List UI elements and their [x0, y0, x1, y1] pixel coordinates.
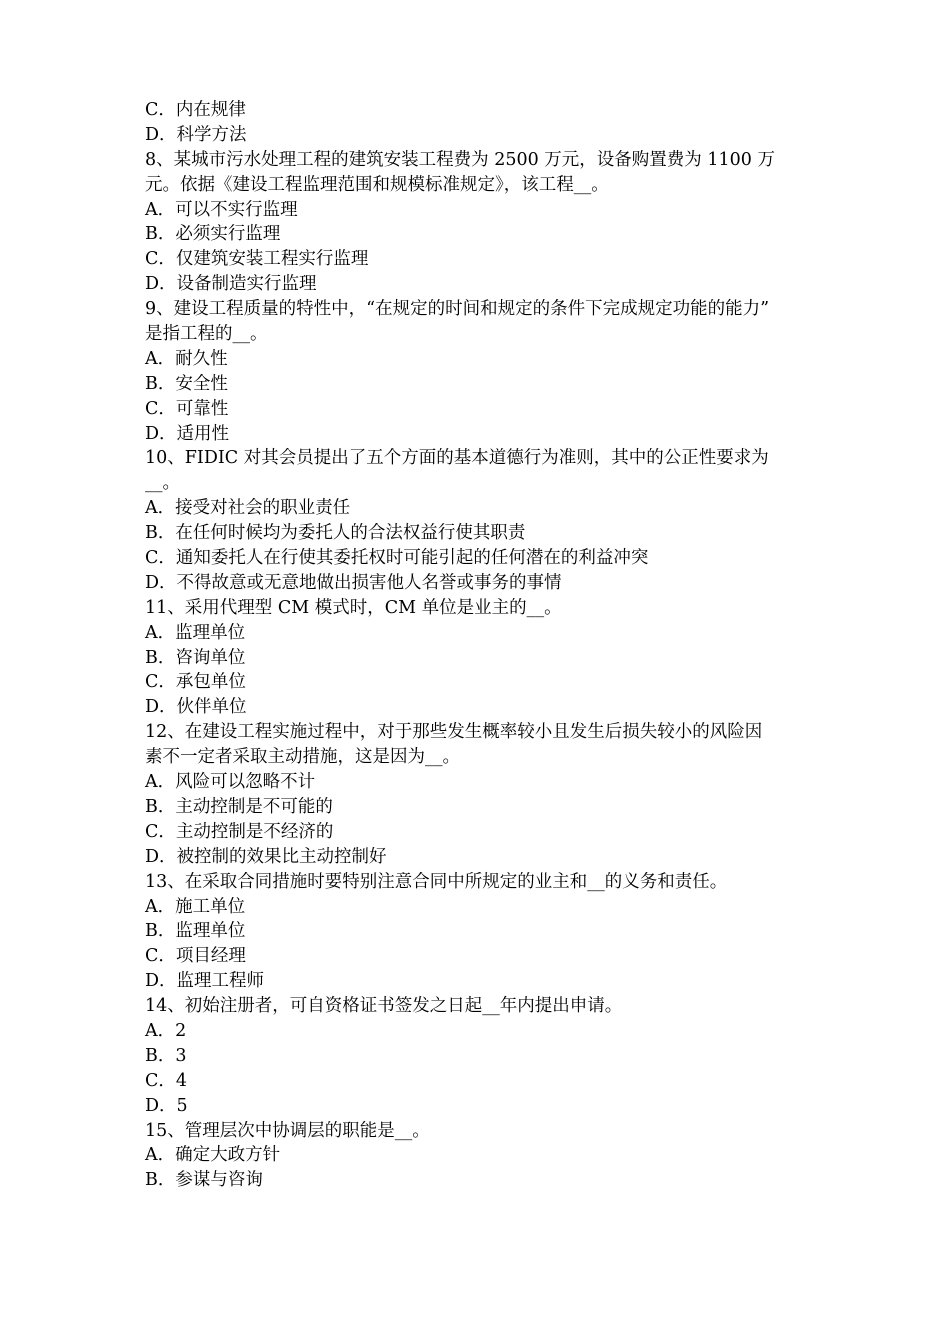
option-b: B．主动控制是不可能的 [145, 796, 333, 817]
question-9 [145, 297, 810, 446]
option-d: D．不得故意或无意地做出损害他人名誉或事务的事情 [145, 572, 562, 593]
question-text-line: 素不一定者采取主动措施，这是因为__。 [145, 747, 460, 768]
question-text-line: 13、在采取合同措施时要特别注意合同中所规定的业主和__的义务和责任。 [145, 871, 728, 892]
option-c: C．4 [145, 1070, 188, 1091]
question-text-line: 15、管理层次中协调层的职能是__。 [145, 1120, 430, 1141]
option-a: A．2 [145, 1020, 187, 1041]
option-c: C．内在规律 [145, 100, 246, 120]
question-text-line: 元。依据《建设工程监理范围和规模标准规定》，该工程__。 [145, 174, 609, 195]
option-b: B．必须实行监理 [145, 224, 281, 245]
option-d: D．监理工程师 [145, 971, 265, 992]
question-12 [145, 720, 810, 869]
question-14 [145, 994, 810, 1118]
option-c: C．主动控制是不经济的 [145, 821, 334, 842]
option-d: D．科学方法 [145, 124, 247, 145]
option-a: A．风险可以忽略不计 [145, 772, 316, 793]
question-15 [145, 1119, 810, 1194]
question-text-line: 是指工程的__。 [145, 324, 268, 345]
question-text-line: 12、在建设工程实施过程中，对于那些发生概率较小且发生后损失较小的风险因 [145, 722, 763, 743]
option-b: B．3 [145, 1045, 187, 1066]
option-c: C．项目经理 [145, 946, 246, 967]
option-a: A．耐久性 [145, 348, 228, 369]
option-c: C．承包单位 [145, 672, 246, 693]
option-b: B．监理单位 [145, 921, 246, 942]
option-b: B．在任何时候均为委托人的合法权益行使其职责 [145, 523, 526, 544]
option-b: B．安全性 [145, 373, 228, 394]
carryover-options [145, 98, 810, 148]
option-a: A．施工单位 [145, 896, 246, 917]
option-b: B．参谋与咨询 [145, 1170, 263, 1191]
question-text-line: 11、采用代理型 CM 模式时，CM 单位是业主的__。 [145, 597, 562, 618]
question-text-line: __。 [145, 473, 180, 494]
option-c: C．仅建筑安装工程实行监理 [145, 249, 369, 270]
question-13 [145, 870, 810, 994]
question-text-line: 14、初始注册者，可自资格证书签发之日起__年内提出申请。 [145, 996, 623, 1017]
option-d: D．适用性 [145, 423, 230, 444]
option-d: D．设备制造实行监理 [145, 274, 317, 295]
question-10 [145, 446, 810, 595]
option-a: A．可以不实行监理 [145, 199, 298, 220]
option-d: D．5 [145, 1095, 188, 1116]
question-text-line: 9、建设工程质量的特性中，“在规定的时间和规定的条件下完成规定功能的能力” [145, 299, 770, 320]
document-page [145, 98, 810, 1193]
option-b: B．咨询单位 [145, 647, 246, 668]
option-d: D．被控制的效果比主动控制好 [145, 846, 387, 867]
option-a: A．监理单位 [145, 622, 246, 643]
option-a: A．确定大政方针 [145, 1145, 281, 1166]
option-d: D．伙伴单位 [145, 697, 247, 718]
question-text-line: 8、某城市污水处理工程的建筑安装工程费为 2500 万元，设备购置费为 1100 万 [145, 149, 775, 170]
question-text-line: 10、FIDIC 对其会员提出了五个方面的基本道德行为准则，其中的公正性要求为 [145, 448, 769, 469]
question-8 [145, 148, 810, 297]
option-c: C．可靠性 [145, 398, 229, 419]
question-11 [145, 596, 810, 720]
option-a: A．接受对社会的职业责任 [145, 498, 351, 519]
option-c: C．通知委托人在行使其委托权时可能引起的任何潜在的利益冲突 [145, 548, 649, 569]
